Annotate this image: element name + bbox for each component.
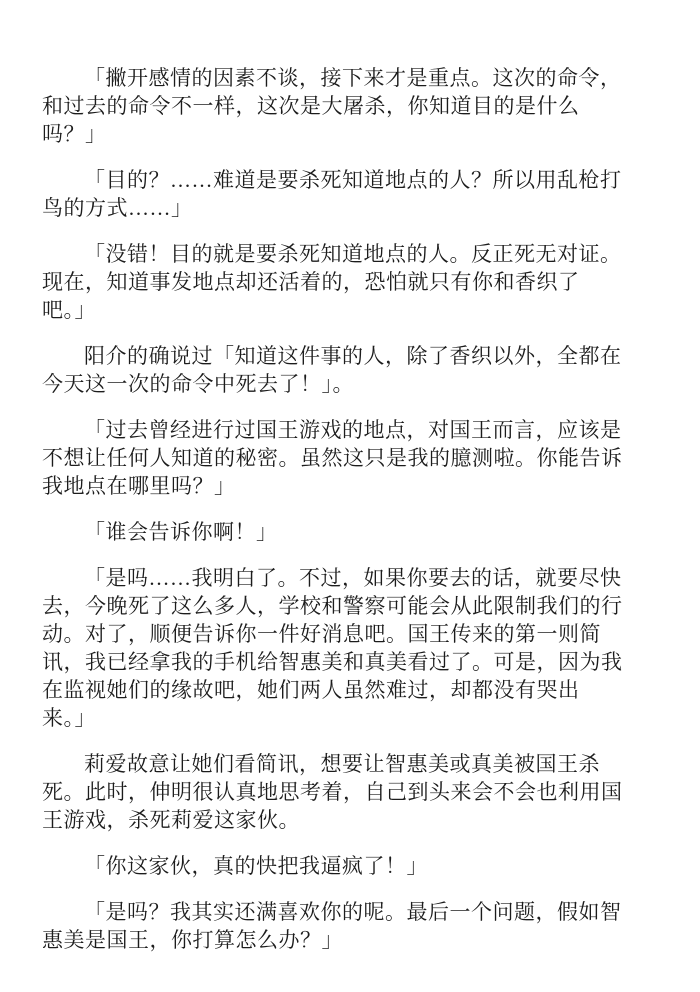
paragraph: [42, 416, 660, 500]
text-line: 讯，我已经拿我的手机给智惠美和真美看过了。可是，因为我: [42, 650, 623, 674]
text-line: 惠美是国王，你打算怎么办？」: [42, 928, 343, 952]
paragraph: [42, 64, 660, 148]
text-line: 王游戏，杀死莉爱这家伙。: [42, 808, 300, 832]
text-line: 在监视她们的缘故吧，她们两人虽然难过，却都没有哭出: [42, 678, 580, 702]
text-line: 和过去的命令不一样，这次是大屠杀，你知道目的是什么: [42, 94, 580, 118]
text-line: 死。此时，伸明很认真地思考着，自己到头来会不会也利用国: [42, 780, 623, 804]
text-line: 「过去曾经进行过国王游戏的地点，对国王而言，应该是: [84, 418, 622, 442]
paragraph: [42, 240, 660, 324]
paragraph: [42, 166, 660, 222]
text-line: 「谁会告诉你啊！」: [84, 520, 278, 544]
paragraph: [42, 898, 660, 954]
text-line: 「是吗……我明白了。不过，如果你要去的话，就要尽快: [84, 566, 622, 590]
text-line: 阳介的确说过「知道这件事的人，除了香织以外，全都在: [84, 344, 622, 368]
text-line: 「没错！目的就是要杀死知道地点的人。反正死无对证。: [84, 242, 622, 266]
text-line: 「目的？……难道是要杀死知道地点的人？所以用乱枪打: [84, 168, 622, 192]
text-line: 鸟的方式……」: [42, 196, 193, 220]
text-line: 今天这一次的命令中死去了！」。: [42, 372, 354, 396]
text-line: 来。」: [42, 706, 96, 730]
text-line: 「撇开感情的因素不谈，接下来才是重点。这次的命令，: [84, 66, 622, 90]
text-line: 动。对了，顺便告诉你一件好消息吧。国王传来的第一则简: [42, 622, 601, 646]
paragraph: [42, 342, 660, 398]
text-line: 「是吗？我其实还满喜欢你的呢。最后一个问题，假如智: [84, 900, 622, 924]
paragraph: [42, 750, 660, 834]
text-line: 「你这家伙，真的快把我逼疯了！」: [84, 854, 428, 878]
paragraph: [42, 564, 660, 732]
paragraph: [42, 852, 660, 880]
text-line: 我地点在哪里吗？」: [42, 474, 236, 498]
text-line: 不想让任何人知道的秘密。虽然这只是我的臆测啦。你能告诉: [42, 446, 623, 470]
text-line: 去，今晚死了这么多人，学校和警察可能会从此限制我们的行: [42, 594, 623, 618]
text-line: 莉爱故意让她们看简讯，想要让智惠美或真美被国王杀: [84, 752, 600, 776]
paragraph: [42, 518, 660, 546]
text-line: 吧。」: [42, 298, 96, 322]
text-line: 吗？」: [42, 122, 107, 146]
text-line: 现在，知道事发地点却还活着的，恐怕就只有你和香织了: [42, 270, 580, 294]
